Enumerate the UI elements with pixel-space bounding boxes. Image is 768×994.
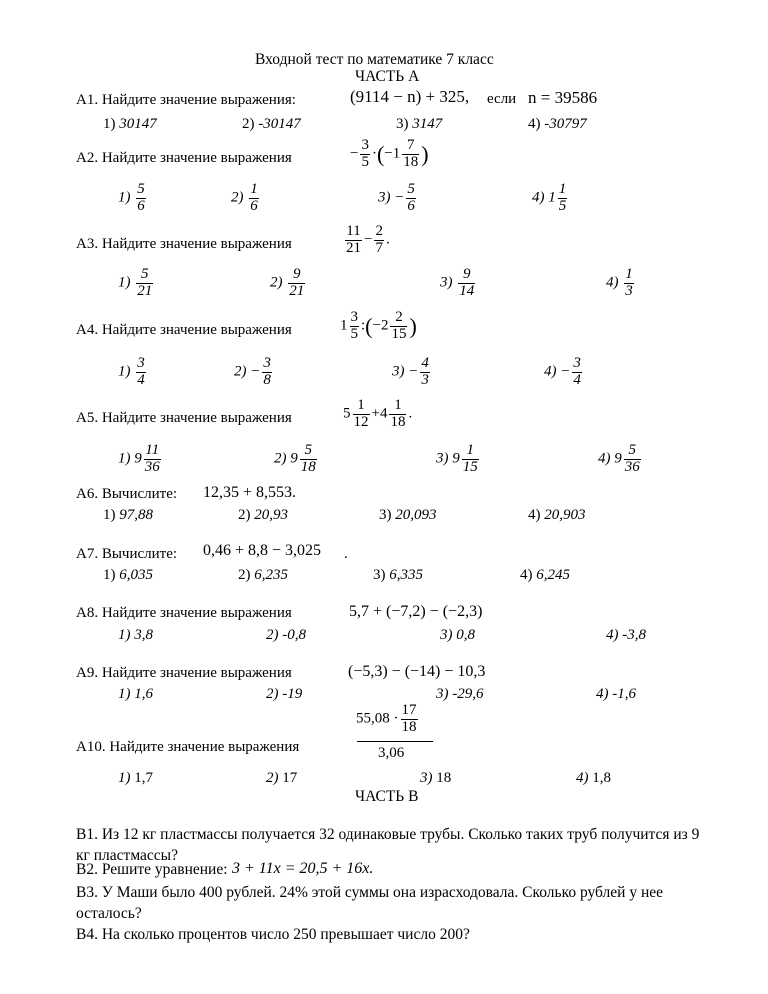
question-b2: В2. Решите уравнение:	[76, 861, 228, 878]
a7-period: .	[344, 546, 348, 562]
a1-option-2: 2) -30147	[242, 116, 301, 132]
a4-option-1: 1) $\frac{3}{4}$	[118, 355, 145, 388]
a5-expression: 5 $\frac{1}{12}$ +4 $\frac{1}{18}$ .	[343, 397, 413, 430]
a1-option-3: 3) 3147	[396, 116, 443, 132]
question-a6: А6. Вычислите:	[76, 486, 178, 502]
a2-expression: − $\frac{3}{5}$ ·(−1 $\frac{7}{18}$ )	[350, 137, 429, 170]
a7-option-3: 3) 6,335	[373, 567, 423, 583]
question-a4: А4. Найдите значение выражения	[76, 322, 292, 338]
a1-expression: (9114 − n) + 325,	[350, 87, 470, 106]
question-a8: А8. Найдите значение выражения	[76, 605, 292, 621]
a7-option-1: 1) 6,035	[103, 567, 153, 583]
a5-option-3: 3) 9 $\frac{1}{15}$	[436, 442, 478, 475]
a8-expression: 5,7 + (−7,2) − (−2,3)	[349, 603, 483, 620]
a6-option-4: 4) 20,903	[528, 507, 586, 523]
a10-option-3: 3) 18	[420, 770, 452, 786]
a8-option-3: 3) 0,8	[440, 627, 475, 643]
question-b1: В1. Из 12 кг пластмассы получается 32 одинаковые трубы. Сколько таких труб получится из 9 кг пластмассы?	[76, 826, 700, 864]
a9-option-1: 1) 1,6	[118, 686, 153, 702]
a10-fraction-bar	[357, 741, 433, 742]
a2-option-4: 4) 1 $\frac{1}{5}$	[532, 181, 567, 214]
a5-option-4: 4) 9 $\frac{5}{36}$	[598, 442, 640, 475]
a10-option-2: 2) 17	[266, 770, 298, 786]
a4-option-4: 4) − $\frac{3}{4}$	[544, 355, 581, 388]
a8-option-2: 2) -0,8	[266, 627, 306, 643]
a9-option-2: 2) -19	[266, 686, 303, 702]
a9-option-3: 3) -29,6	[436, 686, 484, 702]
a3-option-3: 3) $\frac{9}{14}$	[440, 266, 475, 299]
a3-option-4: 4) $\frac{1}{3}$	[606, 266, 633, 299]
a7-option-4: 4) 6,245	[520, 567, 570, 583]
page-title: Входной тест по математике 7 класс	[255, 51, 494, 68]
a1-option-4: 4) -30797	[528, 116, 587, 132]
a7-option-2: 2) 6,235	[238, 567, 288, 583]
a5-option-2: 2) 9 $\frac{5}{18}$	[274, 442, 316, 475]
a8-option-4: 4) -3,8	[606, 627, 646, 643]
a6-option-3: 3) 20,093	[379, 507, 437, 523]
a10-option-4: 4) 1,8	[576, 770, 611, 786]
question-a10: А10. Найдите значение выражения	[76, 739, 300, 755]
question-a5: А5. Найдите значение выражения	[76, 410, 292, 426]
a6-option-2: 2) 20,93	[238, 507, 288, 523]
a9-expression: (−5,3) − (−14) − 10,3	[348, 663, 486, 680]
a10-numerator: 55,08 · $\frac{17}{18}$	[356, 702, 417, 735]
a2-option-2: 2) $\frac{1}{6}$	[231, 181, 258, 214]
a4-expression: 1 $\frac{3}{5}$ :(−2 $\frac{2}{15}$ )	[340, 309, 417, 342]
a10-denominator: 3,06	[378, 745, 405, 761]
a3-option-2: 2) $\frac{9}{21}$	[270, 266, 305, 299]
question-a3: А3. Найдите значение выражения	[76, 236, 292, 252]
question-a9: А9. Найдите значение выражения	[76, 665, 292, 681]
a1-if-word: если	[487, 91, 517, 107]
question-a7: А7. Вычислите:	[76, 546, 178, 562]
a10-option-1: 1) 1,7	[118, 770, 153, 786]
a4-option-3: 3) − $\frac{4}{3}$	[392, 355, 429, 388]
question-a2: А2. Найдите значение выражения	[76, 150, 292, 166]
a3-expression: $\frac{11}{21}$ − $\frac{2}{7}$ .	[346, 223, 390, 256]
b2-equation: 3 + 11x = 20,5 + 16x.	[232, 860, 374, 877]
part-b-heading: ЧАСТЬ В	[355, 788, 419, 805]
a9-option-4: 4) -1,6	[596, 686, 636, 702]
a6-option-1: 1) 97,88	[103, 507, 153, 523]
a2-option-1: 1) $\frac{5}{6}$	[118, 181, 145, 214]
a5-option-1: 1) 9 $\frac{11}{36}$	[118, 442, 160, 475]
a8-option-1: 1) 3,8	[118, 627, 153, 643]
a2-option-3: 3) − $\frac{5}{6}$	[378, 181, 415, 214]
a7-expression: 0,46 + 8,8 − 3,025	[203, 542, 322, 559]
a6-expression: 12,35 + 8,553.	[203, 484, 297, 501]
question-b3: В3. У Маши было 400 рублей. 24% этой суммы она израсходовала. Сколько рублей у нее осталось?	[76, 884, 664, 922]
a3-option-1: 1) $\frac{5}{21}$	[118, 266, 153, 299]
a4-option-2: 2) − $\frac{3}{8}$	[234, 355, 271, 388]
question-b4: В4. На сколько процентов число 250 превышает число 200?	[76, 926, 470, 943]
a1-condition: n = 39586	[528, 88, 598, 107]
a1-option-1: 1) 30147	[103, 116, 157, 132]
part-a-heading: ЧАСТЬ А	[355, 68, 420, 85]
question-a1: А1. Найдите значение выражения:	[76, 92, 296, 108]
